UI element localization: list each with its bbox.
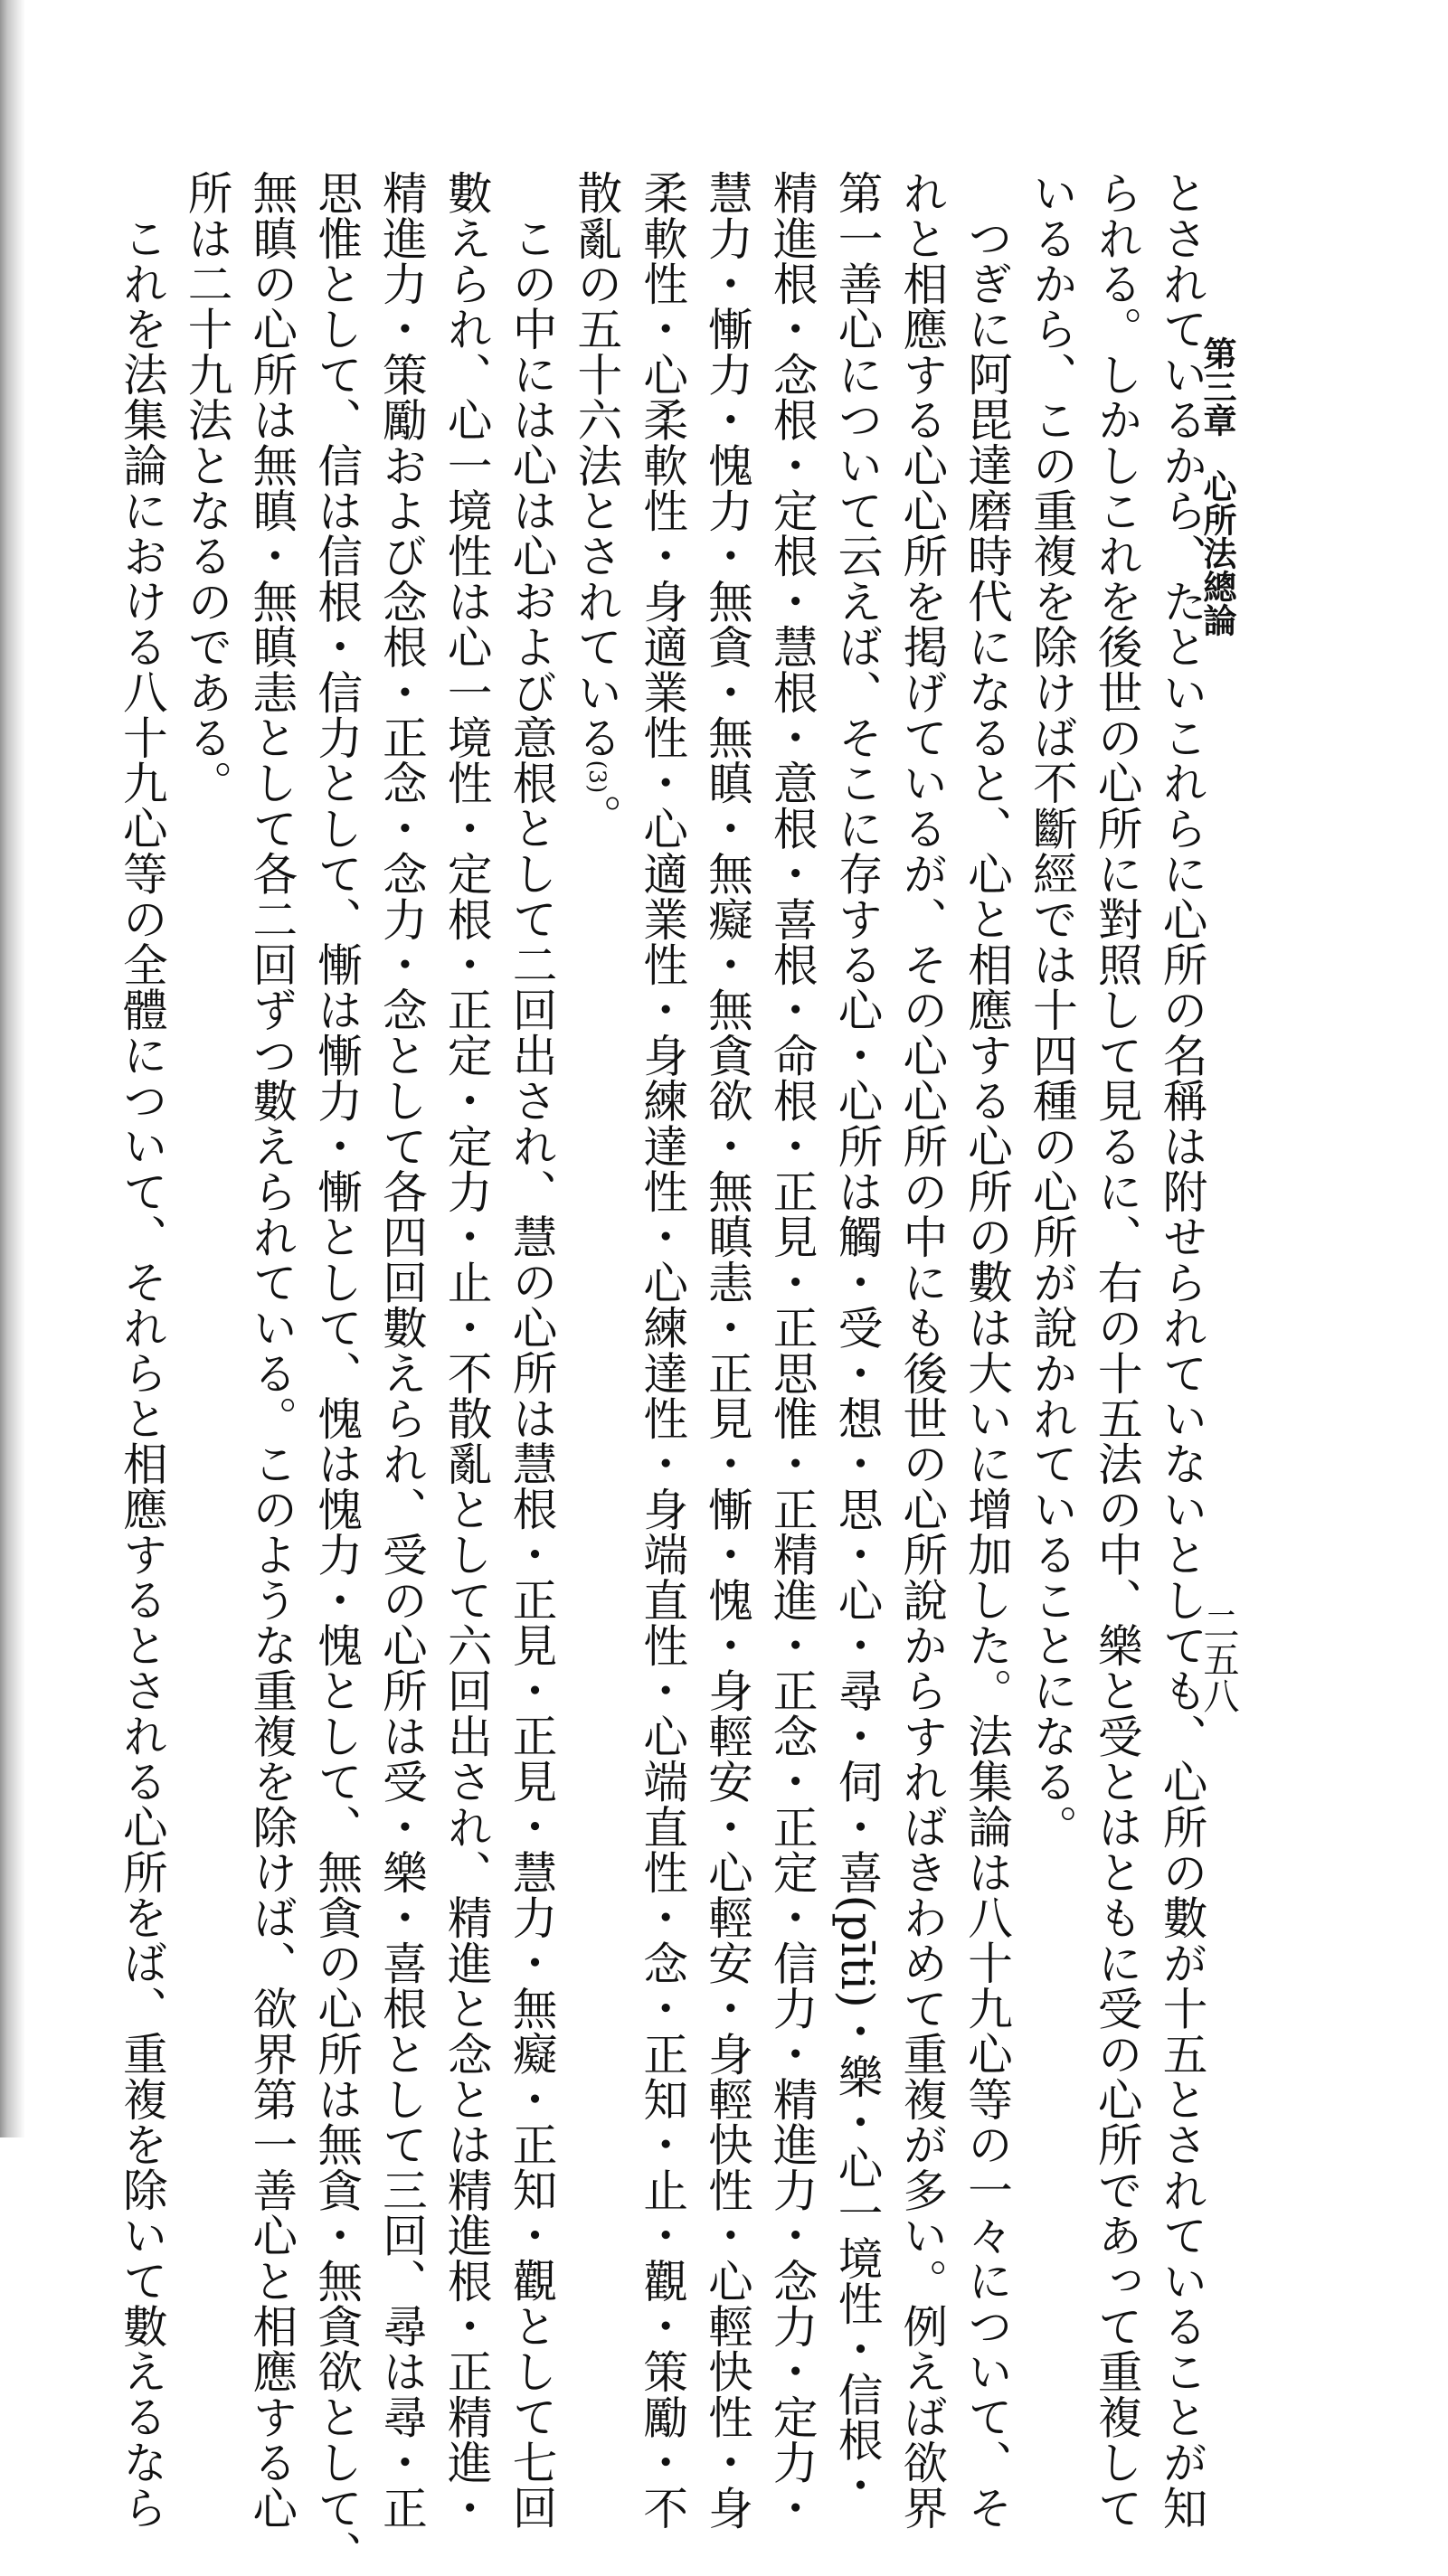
page-number: 二五八 [1197, 1605, 1239, 1713]
text-line: 精進力・策勵および念根・正念・念力・念として各四回數えられ、受の心所は受・樂・喜根として三回、尋は尋・正 [375, 170, 429, 2531]
text-fragment: 散亂の五十六法とされている [570, 170, 623, 760]
text-line: れと相應する心心所を掲げているが、その心心所の中にも後世の心所說からすればきわめて重複が多い。例えば欲界 [895, 170, 949, 2531]
text-line: つぎに阿毘達磨時代になると、心と相應する心所の數は大いに增加した。法集論は八十九心等の一々について、そ [961, 214, 1014, 2530]
text-line: 精進根・念根・定根・慧根・意根・喜根・命根・正見・正思惟・正精進・正念・正定・信力・精進力・念力・定力・ [766, 170, 819, 2531]
chapter-label: 第三章 [1197, 336, 1237, 437]
chapter-title: 心所法總論 [1197, 469, 1237, 637]
text-line-with-note [563, 170, 629, 1888]
text-line: 慧力・慚力・愧力・無貪・無瞋・無癡・無貪欲・無瞋恚・正見・慚・愧・身輕安・心輕安・身輕快性・心輕快性・身 [701, 170, 754, 2531]
scan-edge [0, 0, 25, 2137]
text-line: 無瞋の心所は無瞋・無瞋恚として各二回ずつ數えられている。このような重複を除けば、欲界第一善心と相應する心 [245, 170, 298, 2531]
text-line: これを法集論における八十九心等の全體について、それらと相應するとされる心所をば、重複を除いて數えるなら [116, 214, 169, 2530]
text-line: 第一善心について云えば、そこに存する心・心所は觸・受・想・思・心・尋・伺・喜(pīti)・樂・心一境性・信根・ [831, 170, 885, 2508]
text-line: 柔軟性・心柔軟性・身適業性・心適業性・身練達性・心練達性・身端直性・心端直性・念・正知・止・觀・策勵・不 [636, 170, 689, 2531]
text-line: この中には心は心および意根として二回出され、慧の心所は慧根・正見・正見・慧力・無癡・正知・觀として七回 [506, 214, 559, 2530]
text-line: とされているから、たといこれらに心所の名稱は附せられていないとしても、心所の數が十五とされていることが知 [1156, 170, 1208, 2531]
text-line: 數えられ、心一境性は心一境性・定根・正定・定力・止・不散亂として六回出され、精進と念とは精進根・正精進・ [440, 170, 494, 2531]
text-line: 所は二十九法となるのである。 [181, 170, 234, 806]
text-line: 思惟として、信は信根・信力として、慚は慚力・慚として、愧は愧力・愧として、無貪の心所は無貪・無貪欲として、 [310, 170, 364, 2576]
footnote-marker: (3) [583, 760, 610, 794]
text-line: られる。しかしこれを後世の心所に對照して見るに、右の十五法の中、樂と受とはともに受の心所であって重複して [1091, 170, 1144, 2531]
text-line: いるから、この重複を除けば不斷經では十四種の心所が說かれていることになる。 [1026, 170, 1079, 1850]
body-text [109, 170, 1214, 2576]
text-fragment: 。 [570, 793, 623, 840]
